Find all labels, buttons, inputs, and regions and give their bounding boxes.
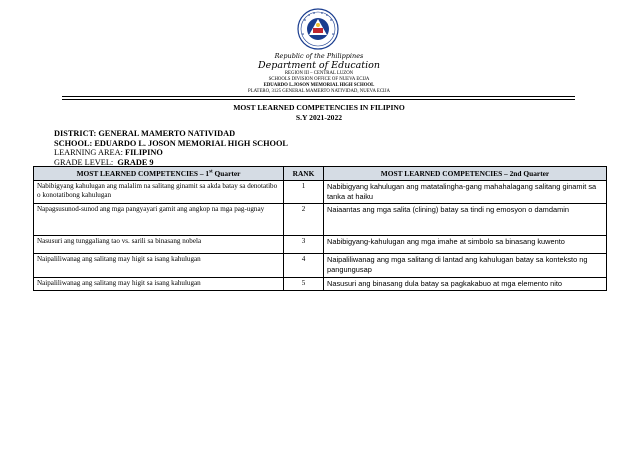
table-row — [34, 278, 607, 291]
header-q1 — [34, 167, 284, 181]
q2-competency: Naipaliliwanag ang mga salitang di lantad ang kahulugan batay sa konteksto ng pangungusap — [324, 254, 607, 278]
district-label: DISTRICT: — [54, 129, 97, 138]
header-q1-text: MOST LEARNED COMPETENCIES – 1 — [76, 169, 210, 178]
document-title: MOST LEARNED COMPETENCIES IN FILIPINO — [233, 103, 405, 112]
table-row — [34, 181, 607, 204]
table-header-row — [34, 167, 607, 181]
q1-competency: Naipaliliwanag ang salitang may higit sa isang kahulugan — [34, 278, 284, 291]
district-line — [54, 130, 235, 138]
header-divider — [62, 96, 575, 97]
header-q1-sup: st — [209, 169, 213, 175]
district-value: GENERAL MAMERTO NATIVIDAD — [98, 129, 236, 138]
header-q2: MOST LEARNED COMPETENCIES – 2nd Quarter — [324, 167, 607, 181]
school-label: SCHOOL: — [54, 138, 93, 148]
q1-competency: Nasusuri ang tunggaliang tao vs. sarili sa binasang nobela — [34, 236, 284, 254]
table-row — [34, 254, 607, 278]
header-department: Department of Education — [258, 60, 380, 71]
q2-competency: Nabibigyang kahulugan ang matatalingha-gang mahahalagang salitang ginamit sa tanka at haiku — [324, 181, 607, 204]
q1-competency: Napagsusunod-sunod ang mga pangyayari gamit ang angkop na mga pag-ugnay — [34, 204, 284, 236]
rank-cell: 1 — [284, 181, 324, 204]
learning-area-value: FILIPINO — [125, 148, 163, 157]
rank-cell: 3 — [284, 236, 324, 254]
learning-area-label: LEARNING AREA: — [54, 148, 123, 157]
header-republic: Republic of the Philippines — [274, 52, 364, 60]
table-row — [34, 204, 607, 236]
school-line — [54, 140, 288, 148]
header-region: REGION III – CENTRAL LUZON — [284, 71, 354, 76]
rank-cell: 5 — [284, 278, 324, 291]
q1-competency: Naipaliliwanag ang salitang may higit sa isang kahulugan — [34, 254, 284, 278]
header-divider-thin — [62, 99, 575, 100]
header-address: PLATERO, 3125 GENERAL MAMERTO NATIVIDAD, NUEVA ECIJA — [248, 89, 390, 94]
table-row — [34, 236, 607, 254]
q2-competency: Nabibigyang-kahulugan ang mga imahe at simbolo sa binasang kuwento — [324, 236, 607, 254]
grade-level-label: GRADE LEVEL: — [54, 157, 114, 167]
header-division: SCHOOLS DIVISION OFFICE OF NUEVA ECIJA — [268, 77, 370, 82]
school-year: S.Y 2021-2022 — [295, 113, 343, 122]
q2-competency: Nasusuri ang binasang dula batay sa pagkakabuo at mga elemento nito — [324, 278, 607, 291]
deped-seal-logo — [297, 8, 339, 50]
competencies-table — [33, 166, 607, 291]
rank-cell: 2 — [284, 204, 324, 236]
rank-cell: 4 — [284, 254, 324, 278]
grade-level-text: GRADE 9 — [117, 157, 154, 167]
header-rank: RANK — [284, 167, 324, 181]
q2-competency: Naiaantas ang mga salita (clining) batay sa tindi ng emosyon o damdamin — [324, 204, 607, 236]
q1-competency: Nabibigyang kahulugan ang malalim na salitang ginamit sa akda batay sa denotatibo o konotatibong kahulugan — [34, 181, 284, 204]
school-value: EDUARDO L. JOSON MEMORIAL HIGH SCHOOL — [94, 138, 288, 148]
header-school: EDUARDO L.JOSON MEMORIAL HIGH SCHOOL — [263, 83, 375, 88]
learning-area-line — [54, 149, 163, 157]
header-q1-suffix: Quarter — [212, 169, 241, 178]
